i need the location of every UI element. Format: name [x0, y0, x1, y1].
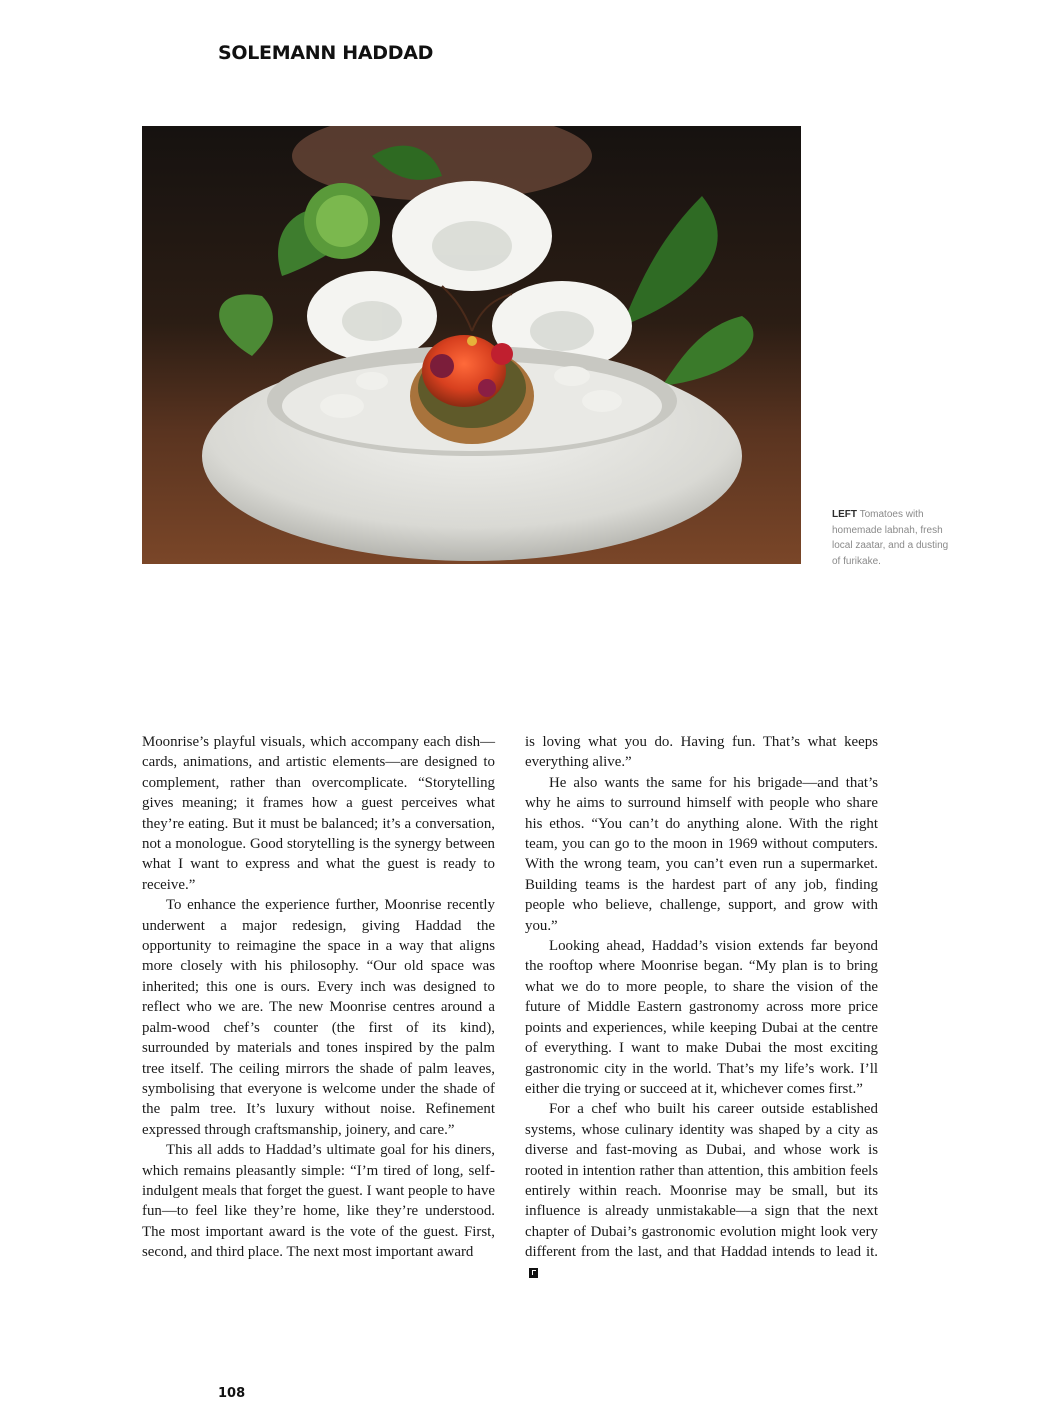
- article-paragraph: Moonrise’s playful visuals, which accompany each dish—cards, animations, and artistic elements—are designed to complement, rather than overcomplicate. “Storytelling gives meaning; it frames how a guest perceives what they’re eating. But it must be balanced; it’s a conversation, not a monologue. Good storytelling is the synergy between what I want to express and what the guest is ready to receive.”: [142, 734, 495, 893]
- dish-photo: [142, 126, 801, 564]
- article-paragraph: He also wants the same for his brigade—and that’s why he aims to surround himself with people who share his ethos. “You can’t do anything alone. With the right team, you can go to the moon in 1969 without computers. With the wrong team, you can’t even run a supermarket. Building teams is the hardest part of any job, finding people who believe, challenge, support, and grow with you.”: [525, 774, 878, 934]
- dish-photo-illustration: [142, 126, 801, 564]
- article-paragraph: Looking ahead, Haddad’s vision extends far beyond the rooftop where Moonrise began. “My plan is to bring what we do to more people, to share the vision of the future of Middle Eastern gastronomy across more price points and experiences, while keeping Dubai at the centre of everything. I want to make Dubai the most exciting gastronomic city in the world. That’s my life’s work. I’ll either die trying or succeed at it, whichever comes first.”: [525, 938, 878, 1097]
- page-header-title: SOLEMANN HADDAD: [218, 42, 434, 64]
- article-column-left: [142, 732, 495, 1263]
- article-paragraph-final: [525, 1099, 878, 1283]
- article-paragraph: This all adds to Haddad’s ultimate goal for his diners, which remains pleasantly simple: “I’m tired of long, self-indulgent meals that forget the guest. I want people to have fun—to feel like they’re home, like they’re understood. The most important award is the vote of the guest. First, second, and third place. The next most important award: [142, 1142, 495, 1261]
- article-column-right: [525, 732, 878, 1283]
- caption-text: Tomatoes with homemade labnah, fresh local zaatar, and a dusting of furikake.: [832, 509, 949, 567]
- caption-label: LEFT: [832, 509, 857, 520]
- article-paragraph: is loving what you do. Having fun. That’s what keeps everything alive.”: [525, 734, 878, 771]
- photo-caption: [832, 507, 957, 569]
- end-of-article-icon: [529, 1268, 538, 1278]
- article-paragraph-text: For a chef who built his career outside established systems, whose culinary identity was shaped by a city as diverse and fast-moving as Dubai, and whose work is rooted in intention rather than attention, this ambition feels entirely within reach. Moonrise may be small, but its influence is already unmistakable—a sign that the next chapter of Dubai’s gastronomic evolution might look very different from the last, and that Haddad intends to lead it.: [525, 1101, 878, 1261]
- article-paragraph: To enhance the experience further, Moonrise recently underwent a major redesign, giving Haddad the opportunity to reimagine the space in a way that aligns more closely with his philosophy. “Our old space was inherited; this one is ours. Every inch was designed to reflect who we are. The new Moonrise centres around a palm-wood chef’s counter (the first of its kind), surrounded by materials and tones inspired by the palm tree itself. The ceiling mirrors the shade of palm leaves, symbolising that everyone is welcome under the shade of the palm tree. It’s luxury without noise. Refinement expressed through craftsmanship, joinery, and care.”: [142, 897, 495, 1138]
- page-number: 108: [218, 1386, 246, 1401]
